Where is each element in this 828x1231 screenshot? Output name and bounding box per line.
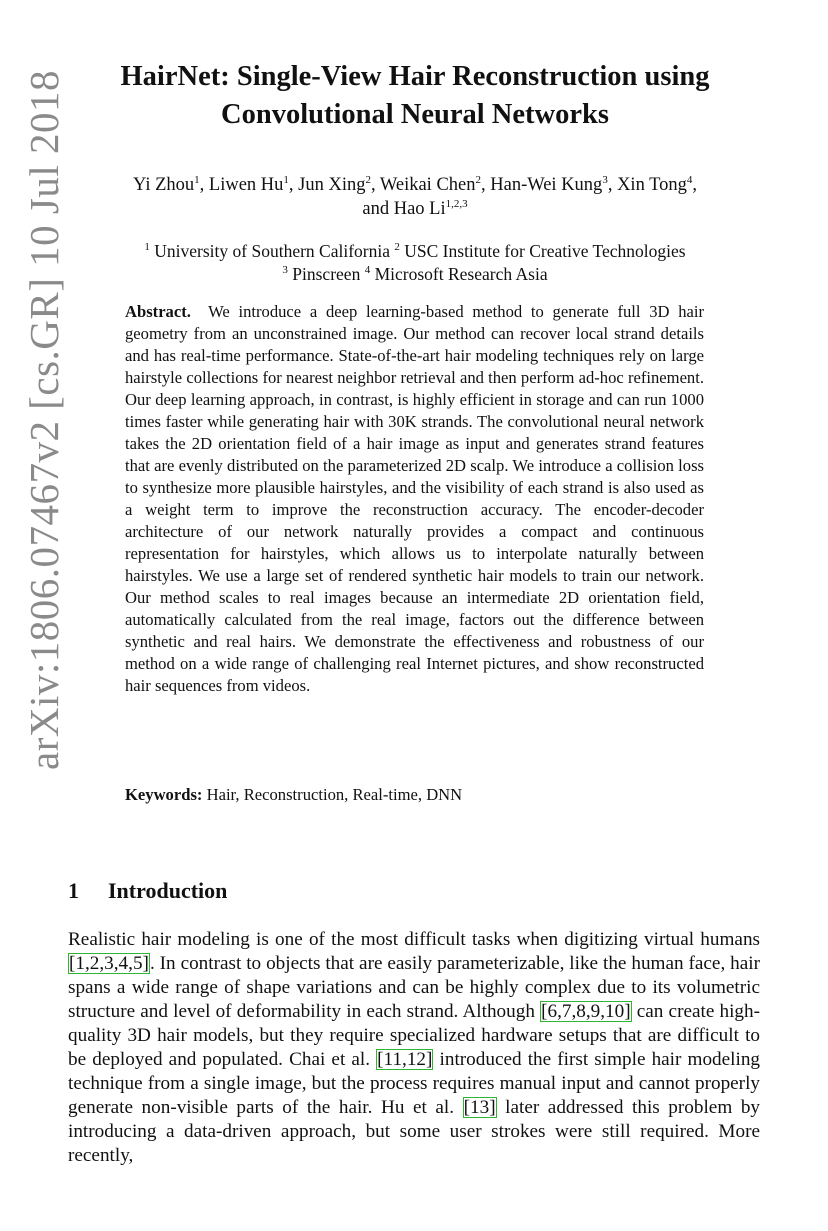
arxiv-side-label: arXiv:1806.07467v2 [cs.GR] 10 Jul 2018 (21, 69, 67, 771)
keywords-text: Hair, Reconstruction, Real-time, DNN (206, 785, 463, 804)
author-line-1: Yi Zhou$^1$, Liwen Hu$^1$, Jun Xing$^2$, Weikai Chen$^2$, Han-Wei Kung$^3$, Xin Tong$^4$, (132, 174, 697, 195)
affiliation-line-1: $^1$ University of Southern California $^2$ USC Institute for Creative Technologies (144, 241, 686, 261)
citation-link[interactable]: [6,7,8,9,10] (541, 1001, 631, 1022)
author-line-2: and Hao Li$^{1,2,3}$ (362, 198, 468, 219)
citation-link[interactable]: [1,2,3,4,5] (69, 953, 149, 974)
section-heading (68, 878, 227, 904)
introduction-paragraph: Realistic hair modeling is one of the most difficult tasks when digitizing virtual humans [1,2,3,4,5]. In contrast to objects that are easily parameterizable, like the human face, hair spans a wide range of shape variations and can be highly complex due to its volumetric structure and level of deformability in each strand. Although [6,7,8,9,10] can create high-quality 3D hair models, but they require specialized hardware setups that are difficult to be deployed and populated. Chai et al. [11,12] introduced the first simple hair modeling technique from a single image, but the process requires manual input and cannot properly generate non-visible parts of the hair. Hu et al. [13] later addressed this problem by introducing a data-driven approach, but some user strokes were still required. More recently, (68, 929, 761, 1166)
abstract (125, 301, 704, 697)
abstract-text: We introduce a deep learning-based method to generate full 3D hair geometry from an unconstrained image. Our method can recover local strand details and has real-time performance. State-of-the-art hair modeling techniques rely on large hairstyle collections for nearest neighbor retrieval and then perform ad-hoc refinement. Our deep learning approach, in contrast, is highly efficient in storage and can run 1000 times faster while generating hair with 30K strands. The convolutional neural network takes the 2D orientation field of a hair image as input and generates strand features that are evenly distributed on the parameterized 2D scalp. We introduce a collision loss to synthesize more plausible hairstyles, and the visibility of each strand is also used as a weight term to improve the reconstruction accuracy. The encoder-decoder architecture of our network naturally provides a compact and continuous representation for hairstyles, which allows us to interpolate naturally between hairstyles. We use a large set of rendered synthetic hair models to train our network. Our method scales to real images because an intermediate 2D orientation field, automatically calculated from the real image, factors out the difference between synthetic and real hairs. We demonstrate the effectiveness and robustness of our method on a wide range of challenging real Internet pictures, and show reconstructed hair sequences from videos. (125, 302, 705, 695)
keywords-label: Keywords: (125, 785, 203, 804)
title-line-2: Convolutional Neural Networks (221, 99, 609, 130)
citation-link[interactable]: [11,12] (377, 1049, 433, 1070)
section-number: 1 (68, 878, 79, 903)
author-list (70, 173, 760, 221)
section-title: Introduction (108, 878, 228, 903)
abstract-label: Abstract. (125, 302, 191, 321)
affiliation-line-2: $^3$ Pinscreen $^4$ Microsoft Research Asia (282, 264, 548, 284)
affiliations (70, 240, 760, 286)
paper-title (70, 58, 760, 134)
citation-link[interactable]: [13] (463, 1097, 496, 1118)
keywords (125, 784, 704, 806)
title-line-1: HairNet: Single-View Hair Reconstruction using (120, 61, 710, 92)
